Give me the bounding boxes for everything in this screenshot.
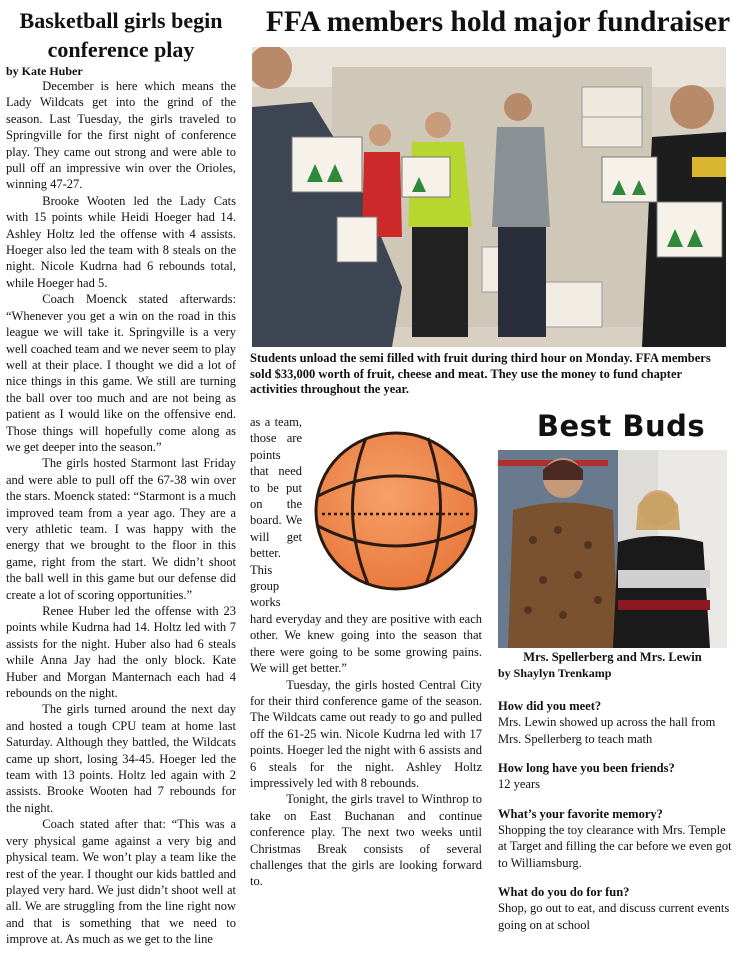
ffa-photo: [252, 47, 726, 347]
article-paragraph: Coach stated after that: “This was a very physical game against a very big and physical team. We won’t play a team like the rest of the year. I thought our kids battled and played very hard. We just didn’t shoot well at all. We are struggling from the line right now and that is something that we need to improve at. As much as we get to the line: [6, 817, 236, 947]
best-buds-photo-illustration: [498, 450, 727, 648]
best-buds-byline: by Shaylyn Trenkamp: [498, 666, 612, 680]
qa-question: What do you do for fun?: [498, 885, 630, 899]
qa-answer: Shopping the toy clearance with Mrs. Temple at Target and filling the car before we even got to Williamsburg.: [498, 822, 732, 870]
basketball-article: [6, 6, 236, 948]
qa-item: [498, 806, 734, 872]
best-buds-qa: [498, 698, 734, 946]
qa-question: How long have you been friends?: [498, 761, 675, 775]
basketball-icon: [308, 416, 490, 606]
article-paragraph: Coach Moenck stated afterwards: “Whenever you get a win on the road in this league we will take it. Springville is a very well coached team and we never seem to play well at their place. I thought we did a lot of nice things in this game. We still are turning the ball over too much and are not being as patient as I would like on the offensive end. Those things will hopefully come along as we get deeper into the season.”: [6, 292, 236, 454]
ffa-headline: FFA members hold major fundraiser: [265, 6, 731, 38]
article-paragraph: Tonight, the girls travel to Winthrop to take on East Buchanan and continue conference play. The next two weeks until Christmas Break consists of several challenges that the girls are looking forward to.: [250, 792, 482, 889]
qa-answer: Mrs. Lewin showed up across the hall from Mrs. Spellerberg to teach math: [498, 715, 716, 746]
qa-answer: Shop, go out to eat, and discuss current events going on at school: [498, 901, 730, 932]
ffa-caption: Students unload the semi filled with fruit during third hour on Monday. FFA members sold $33,000 worth of fruit, cheese and meat. They use the money to fund chapter activities throughout the year.: [250, 351, 711, 397]
best-buds-photo: [498, 450, 727, 648]
basketball-continuation: [250, 414, 482, 890]
article-paragraph: Brooke Wooten led the Lady Cats with 15 points while Heidi Hoeger had 14. Ashley Holtz led the offense with 4 assists. Hoeger also led the team with 8 steals on the night. Nicole Kudrna had 6 rebounds total, while Hoeger had 5.: [6, 193, 236, 290]
qa-question: What’s your favorite memory?: [498, 806, 663, 821]
qa-answer: 12 years: [498, 777, 540, 791]
ffa-photo-illustration: [252, 47, 726, 347]
qa-question: How did you meet?: [498, 699, 602, 713]
article-paragraph: Renee Huber led the offense with 23 points while Kudrna had 14. Holtz led with 7 assists for the night. Huber also had 6 steals while Anna Jay had the only block. Kate Huber and Morgan Manternach each had 4 rebounds on the night.: [6, 604, 236, 701]
qa-item: [498, 760, 734, 793]
article-paragraph: The girls hosted Starmont last Friday and were able to pull off the 67-38 win over the stars. Moenck stated: “Starmont is a much improved team from a year ago. They are a very athletic team. I was happy with the energy that we brought to the floor in this game, right from the start. We didn’t shoot the ball well in this game but our defense did create a lot of scoring opportunities.”: [6, 456, 236, 602]
article-paragraph: Tuesday, the girls hosted Central City for their third conference game of the season. The Wildcats came out ready to go and pulled off the 61-25 win. Nicole Kudrna led with 17 points. Hoeger led the night with 6 assists and 6 steals for the night. Ashley Holtz impressively led with 8 rebounds.: [250, 677, 482, 790]
best-buds-title: Best Buds: [536, 409, 706, 443]
article-paragraph: December is here which means the Lady Wildcats get into the grind of the season. Last Tuesday, the girls traveled to Springville for the first night of conference play. They came out strong and were able to pull off an impressive win over the Orioles, winning 47-27.: [6, 79, 236, 192]
article-paragraph: The girls turned around the next day and hosted a tough CPU team at home last Saturday. Although they battled, the Wildcats came up short, losing 34-45. Hoeger led the team with 13 points. Holtz led again with 2 assists. Brooke Wooten had 7 rebounds for the night.: [6, 702, 236, 815]
basketball-body: [6, 78, 236, 948]
qa-item: [498, 698, 734, 747]
qa-item: [498, 884, 734, 933]
basketball-byline: by Kate Huber: [6, 64, 83, 78]
basketball-headline: Basketball girls begin conference play: [19, 8, 223, 62]
article-paragraph: as a team, those are points that need to be put on the board. We will get better. This group works hard everyday and they are positive with each other. We knew going into the season that there were going to be some growing pains. We will get better.”: [250, 415, 482, 676]
best-buds-caption: Mrs. Spellerberg and Mrs. Lewin: [523, 650, 702, 664]
